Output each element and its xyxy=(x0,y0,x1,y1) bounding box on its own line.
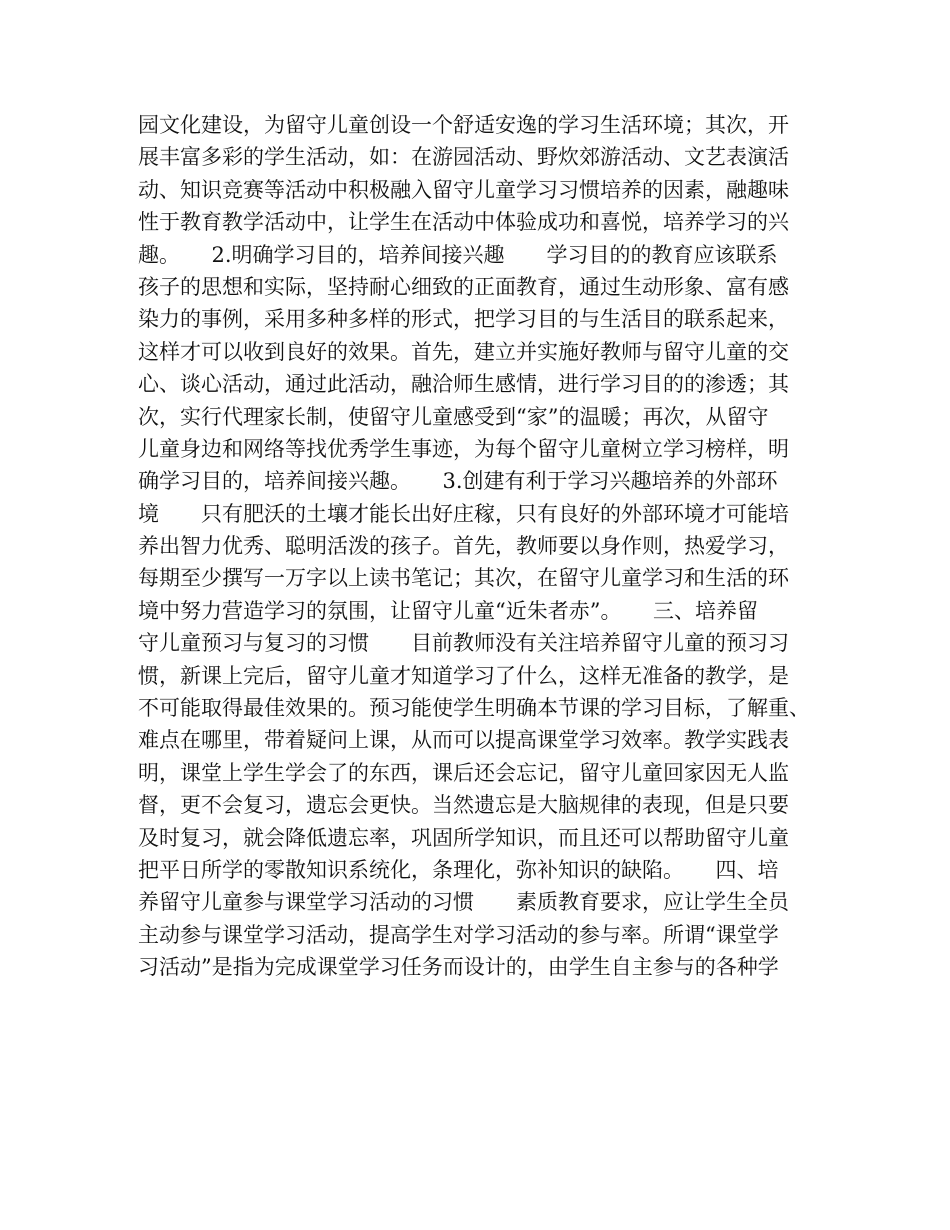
text-line: 明，课堂上学生学会了的东西，课后还会忘记，留守儿童回家因无人监 xyxy=(138,760,789,785)
text-line: 及时复习，就会降低遗忘率，巩固所学知识，而且还可以帮助留守儿童 xyxy=(138,825,789,850)
text-line: 养出智力优秀、聪明活泼的孩子。首先，教师要以身作则，热爱学习， xyxy=(138,534,789,559)
text-line: 不可能取得最佳效果的。预习能使学生明确本节课的学习目标，了解重、 xyxy=(138,696,810,721)
text-line: 养留守儿童参与课堂学习活动的习惯 素质教育要求，应让学生全员 xyxy=(138,890,789,915)
text-line: 这样才可以收到良好的效果。首先，建立并实施好教师与留守儿童的交 xyxy=(138,339,789,364)
text-line: 孩子的思想和实际，坚持耐心细致的正面教育，通过生动形象、富有感 xyxy=(138,274,789,299)
text-line: 趣。 2.明确学习目的，培养间接兴趣 学习目的的教育应该联系 xyxy=(138,242,778,267)
text-line: 展丰富多彩的学生活动，如：在游园活动、野炊郊游活动、文艺表演活 xyxy=(138,145,789,170)
text-line: 次，实行代理家长制，使留守儿童感受到“家”的温暖；再次，从留守 xyxy=(138,404,769,429)
text-line: 把平日所学的零散知识系统化，条理化，弥补知识的缺陷。 四、培 xyxy=(138,857,779,882)
text-line: 儿童身边和网络等找优秀学生事迹，为每个留守儿童树立学习榜样，明 xyxy=(138,436,789,461)
text-line: 督，更不会复习，遗忘会更快。当然遗忘是大脑规律的表现，但是只要 xyxy=(138,793,789,818)
text-line: 难点在哪里，带着疑问上课，从而可以提高课堂学习效率。教学实践表 xyxy=(138,728,789,753)
text-line: 主动参与课堂学习活动，提高学生对学习活动的参与率。所谓“课堂学 xyxy=(138,922,779,947)
text-line: 境 只有肥沃的土壤才能长出好庄稼，只有良好的外部环境才可能培 xyxy=(138,501,789,526)
text-line: 守儿童预习与复习的习惯 目前教师没有关注培养留守儿童的预习习 xyxy=(138,631,789,656)
text-line: 动、知识竞赛等活动中积极融入留守儿童学习习惯培养的因素，融趣味 xyxy=(138,177,789,202)
text-line: 染力的事例，采用多种多样的形式，把学习目的与生活目的联系起来， xyxy=(138,307,789,332)
text-line: 性于教育教学活动中，让学生在活动中体验成功和喜悦，培养学习的兴 xyxy=(138,210,789,235)
body-text xyxy=(138,109,818,984)
text-line: 确学习目的，培养间接兴趣。 3.创建有利于学习兴趣培养的外部环 xyxy=(138,469,778,494)
text-line: 园文化建设，为留守儿童创设一个舒适安逸的学习生活环境；其次，开 xyxy=(138,113,789,137)
text-line: 每期至少撰写一万字以上读书笔记；其次，在留守儿童学习和生活的环 xyxy=(138,566,789,591)
text-line: 境中努力营造学习的氛围，让留守儿童“近朱者赤”。 三、培养留 xyxy=(138,598,758,623)
text-line: 惯，新课上完后，留守儿童才知道学习了什么，这样无准备的教学，是 xyxy=(138,663,789,688)
text-line: 习活动”是指为完成课堂学习任务而设计的，由学生自主参与的各种学 xyxy=(138,955,779,980)
text-line: 心、谈心活动，通过此活动，融洽师生感情，进行学习目的的渗透；其 xyxy=(138,372,789,397)
